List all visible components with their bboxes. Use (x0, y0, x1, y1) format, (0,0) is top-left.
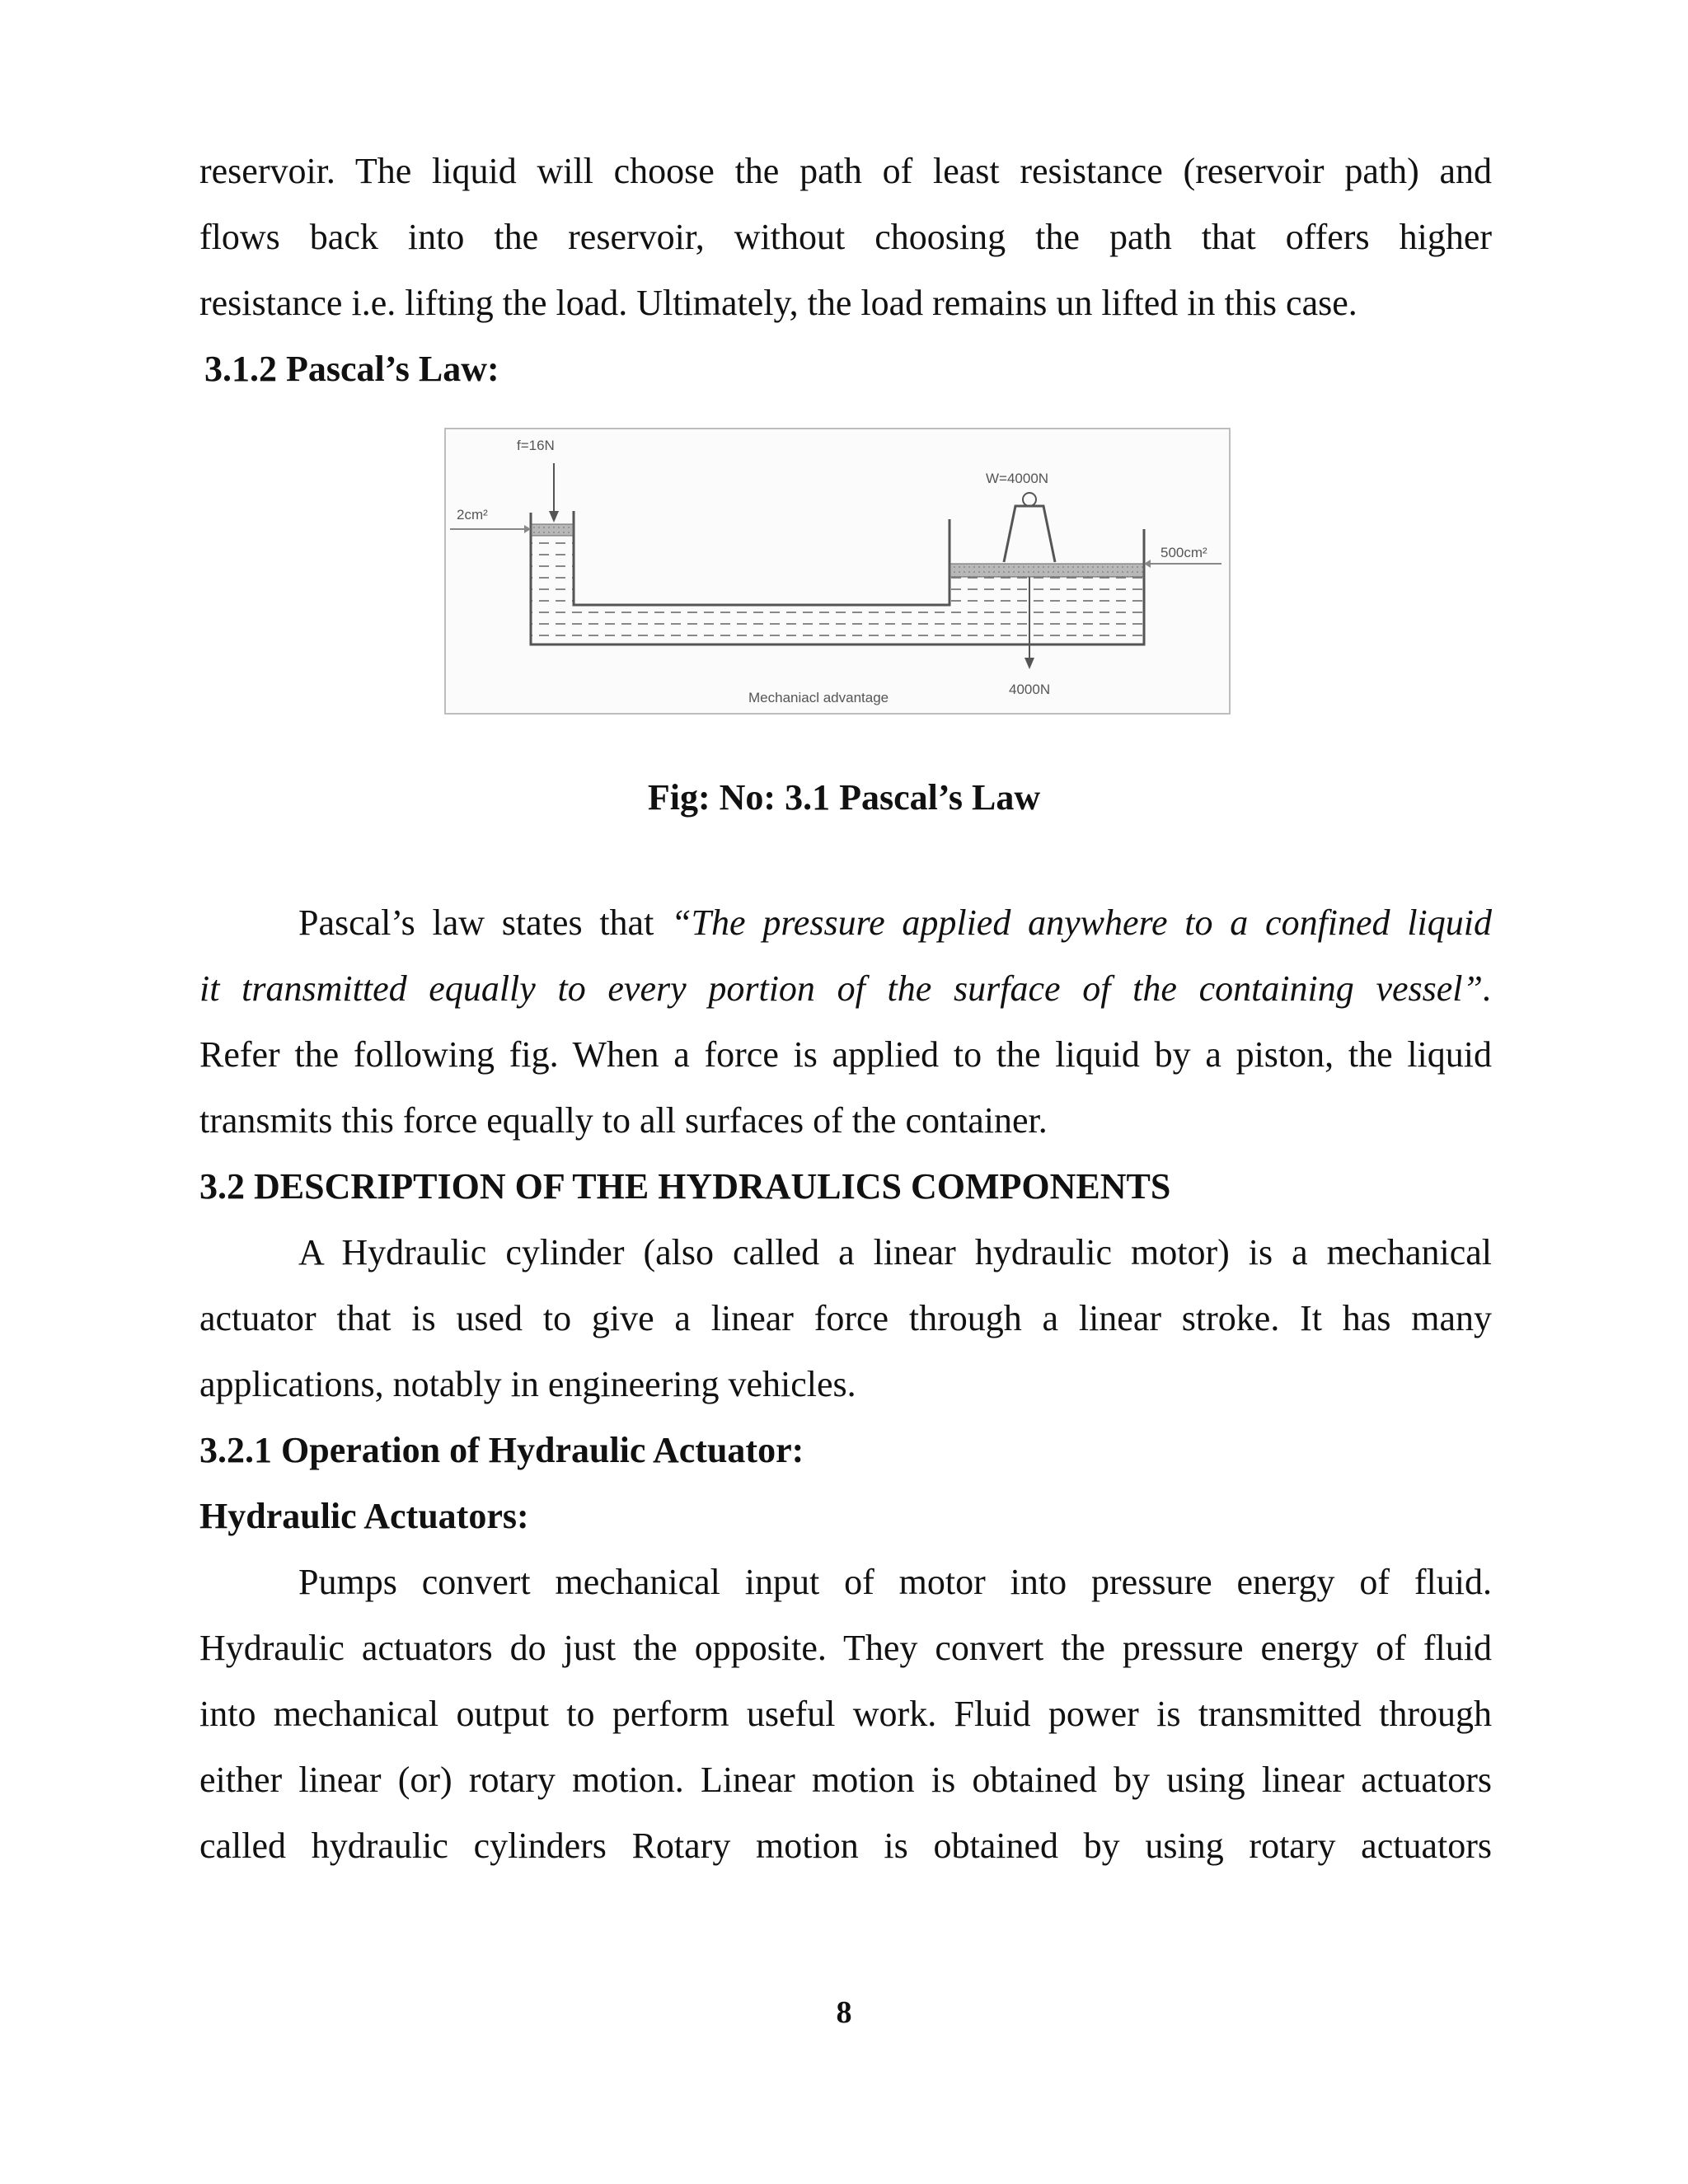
small-piston (532, 524, 573, 536)
text-line: Pumps convert mechanical input of motor into pressure energy of fluid. (298, 1562, 1492, 1602)
heading-hydraulic-actuators: Hydraulic Actuators: (199, 1496, 529, 1536)
heading-operation: 3.2.1 Operation of Hydraulic Actuator: (199, 1430, 804, 1470)
large-piston (950, 564, 1143, 577)
text-quote: it transmitted equally to every portion of the surface of the containing vessel”. (199, 968, 1492, 1009)
text-line (199, 890, 1492, 956)
text-line: reservoir. The liquid will choose the path of least resistance (reservoir path) and (199, 151, 1492, 191)
text-line: A Hydraulic cylinder (also called a linear hydraulic motor) is a mechanical (298, 1232, 1492, 1272)
page-number: 8 (836, 1995, 852, 2030)
heading-pascals-law: 3.1.2 Pascal’s Law: (204, 349, 499, 389)
mechanical-advantage-label: Mechaniacl advantage (748, 690, 889, 705)
text-normal: Pascal’s law states that (298, 902, 672, 943)
text-line: flows back into the reservoir, without choosing the path that offers higher (199, 217, 1492, 257)
input-force-label: f=16N (517, 438, 555, 453)
text-line: transmits this force equally to all surfaces of the container. (199, 1100, 1048, 1141)
text-line: called hydraulic cylinders Rotary motion is obtained by using rotary actuators (199, 1825, 1492, 1866)
paragraph-reservoir (199, 138, 1492, 336)
figure-caption: Fig: No: 3.1 Pascal’s Law (647, 777, 1041, 818)
text-line: applications, notably in engineering vehicles. (199, 1364, 856, 1404)
pascals-law-figure (438, 422, 1238, 719)
text-quote: “The pressure applied anywhere to a confined liquid (671, 902, 1492, 943)
pascals-law-diagram (438, 422, 1238, 719)
text-line: Refer the following fig. When a force is applied to the liquid by a piston, the liquid (199, 1034, 1492, 1075)
small-area-label: 2cm² (457, 507, 488, 523)
large-area-label: 500cm² (1160, 545, 1207, 560)
text-line: either linear (or) rotary motion. Linear motion is obtained by using linear actuators (199, 1760, 1492, 1800)
output-force-label: 4000N (1009, 682, 1051, 697)
load-label: W=4000N (986, 471, 1049, 486)
text-line: resistance i.e. lifting the load. Ultimately, the load remains un lifted in this case. (199, 283, 1357, 323)
text-line: actuator that is used to give a linear force through a linear stroke. It has many (199, 1298, 1492, 1338)
paragraph-pascals-law-definition (199, 890, 1492, 1154)
text-line: Hydraulic actuators do just the opposite. They convert the pressure energy of fluid (199, 1628, 1492, 1668)
heading-components: 3.2 DESCRIPTION OF THE HYDRAULICS COMPONENTS (199, 1166, 1171, 1207)
paragraph-hydraulic-cylinder (199, 1220, 1492, 1418)
paragraph-hydraulic-actuators (199, 1549, 1492, 1879)
text-line: into mechanical output to perform useful work. Fluid power is transmitted through (199, 1694, 1492, 1734)
